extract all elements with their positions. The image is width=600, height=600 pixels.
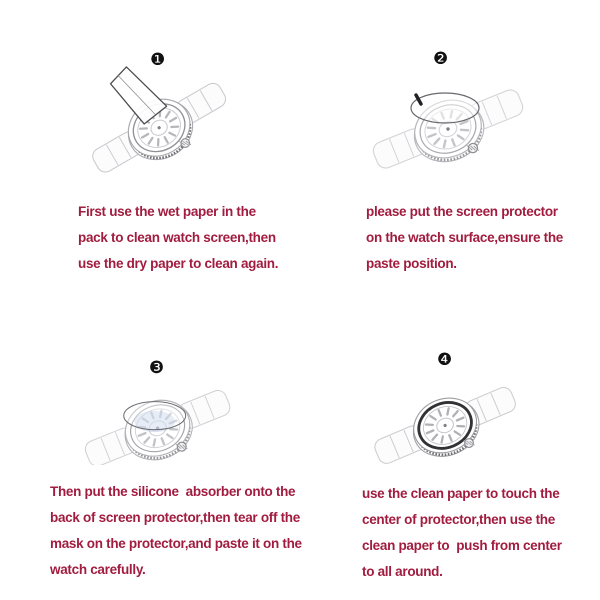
caption-line: Then put the silicone absorber onto the bbox=[50, 484, 296, 499]
caption-line: use the clean paper to touch the bbox=[362, 486, 560, 501]
step-panel-1 bbox=[0, 0, 300, 300]
watch-illustration-step-3 bbox=[83, 376, 238, 465]
caption-line: pack to clean watch screen,then bbox=[78, 230, 276, 245]
step-panel-4 bbox=[300, 300, 600, 600]
step-4-number-badge: ❹ bbox=[437, 350, 453, 370]
step-4-caption bbox=[362, 481, 562, 585]
watch-illustration-step-2 bbox=[368, 80, 528, 172]
caption-line: use the dry paper to clean again. bbox=[78, 256, 279, 271]
step-panel-2 bbox=[300, 0, 600, 300]
caption-line: watch carefully. bbox=[50, 562, 146, 577]
caption-line: please put the screen protector bbox=[366, 204, 558, 219]
caption-line: to all around. bbox=[362, 564, 443, 579]
caption-line: on the watch surface,ensure the bbox=[366, 230, 564, 245]
step-1-number-badge: ❶ bbox=[150, 50, 166, 70]
caption-line: clean paper to push from center bbox=[362, 538, 562, 553]
step-2-number-badge: ❷ bbox=[433, 49, 449, 69]
step-panel-3 bbox=[0, 300, 300, 600]
caption-line: center of protector,then use the bbox=[362, 512, 555, 527]
step-3-caption bbox=[50, 479, 302, 583]
step-1-caption bbox=[78, 199, 278, 277]
caption-line: paste position. bbox=[366, 256, 457, 271]
watch-illustration-step-4 bbox=[371, 381, 523, 468]
step-2-caption bbox=[366, 199, 563, 277]
step-3-number-badge: ❸ bbox=[149, 358, 165, 378]
caption-line: First use the wet paper in the bbox=[78, 204, 256, 219]
caption-line: mask on the protector,and paste it on the bbox=[50, 536, 302, 551]
caption-line: back of screen protector,then tear off the bbox=[50, 510, 300, 525]
watch-illustration-step-1 bbox=[86, 66, 236, 181]
